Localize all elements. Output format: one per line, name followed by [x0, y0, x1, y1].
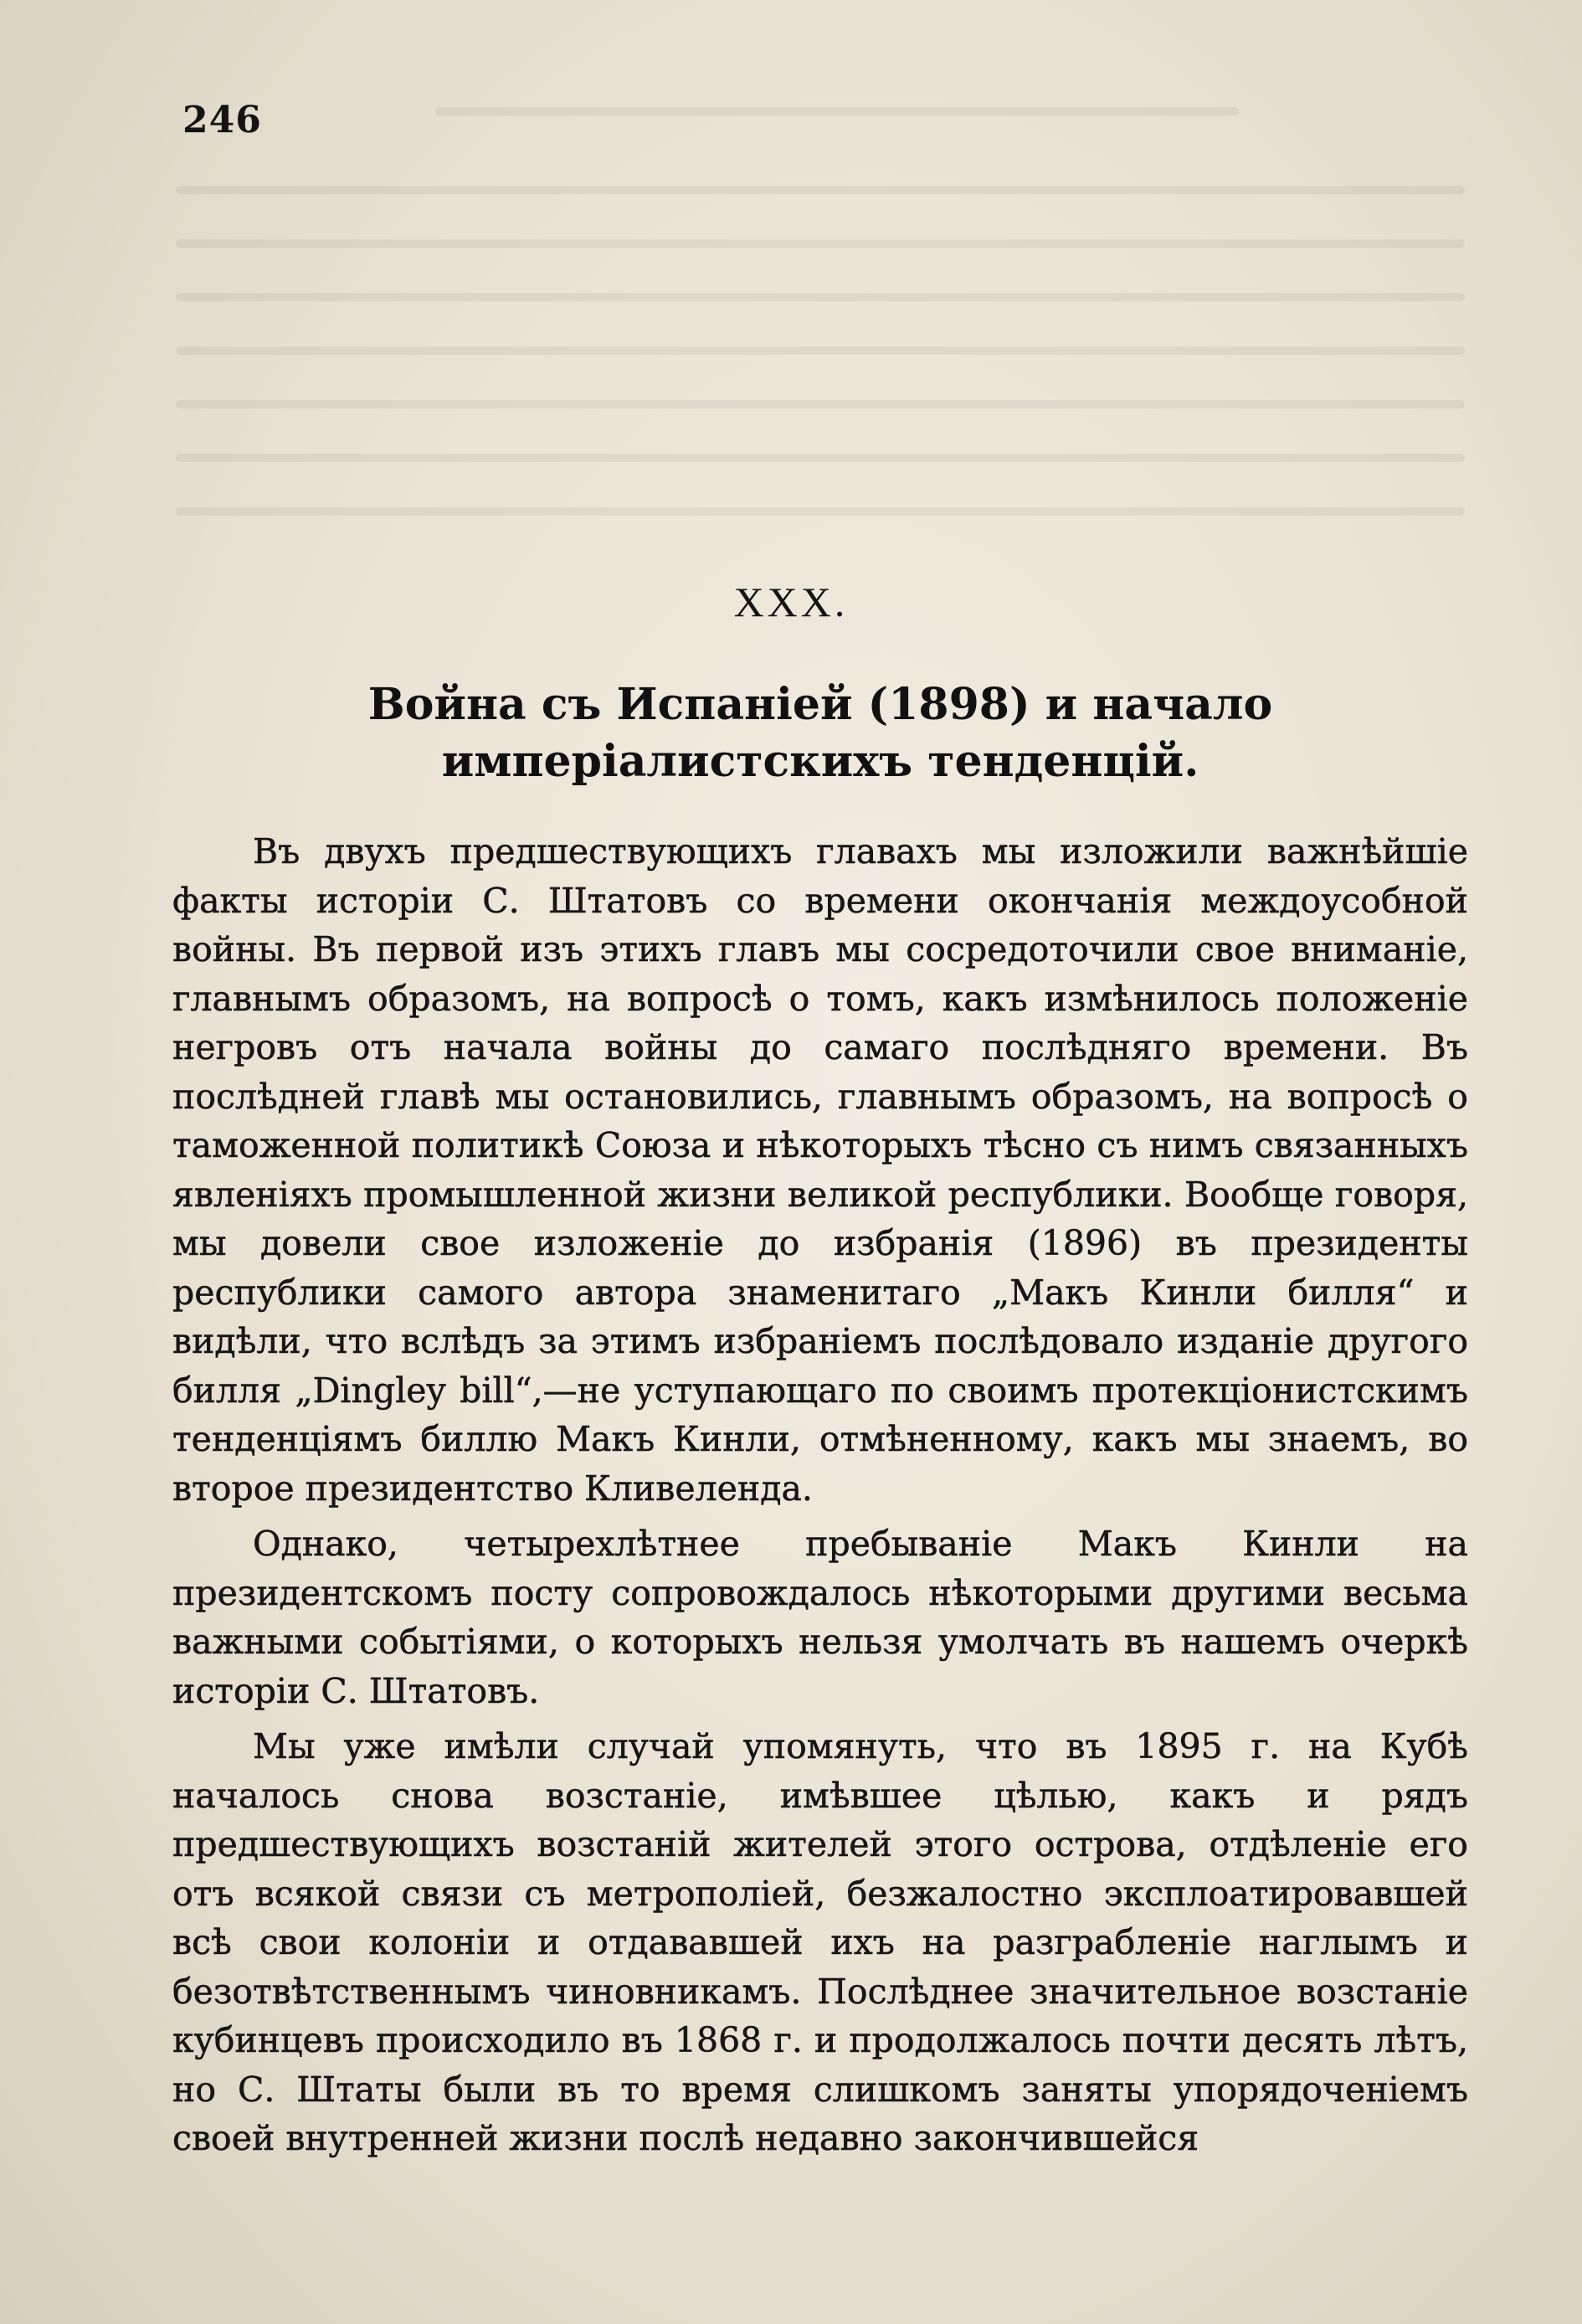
- page-number: 246: [182, 99, 262, 141]
- bleed-through-shadow: [176, 400, 1465, 409]
- chapter-numeral: XXX.: [733, 578, 849, 625]
- bleed-through-shadow: [176, 186, 1465, 194]
- bleed-through-shadow: [176, 454, 1465, 462]
- body-text: [172, 827, 1468, 2170]
- bleed-through-shadow: [176, 293, 1465, 301]
- bleed-through-shadow: [435, 107, 1239, 116]
- bleed-through-shadow: [176, 239, 1465, 248]
- paragraph: Въ двухъ предшествующихъ главахъ мы изложили важнѣйшіе факты исторіи С. Штатовъ со времени окончанія междоусобной войны. Въ первой изъ этихъ главъ мы сосредоточили свое вниманіе, главнымъ образомъ, на вопросѣ о томъ, какъ измѣнилось положеніе негровъ отъ начала войны до самаго послѣдняго времени. Въ послѣдней главѣ мы остановились, главнымъ образомъ, на вопросѣ о таможенной политикѣ Союза и нѣкоторыхъ тѣсно съ нимъ связанныхъ явленіяхъ промышленной жизни великой республики. Вообще говоря, мы довели свое изложеніе до избранія (1896) въ президенты республики самого автора знаменитаго „Макъ Кинли билля“ и видѣли, что вслѣдъ за этимъ избраніемъ послѣдовало изданіе другого билля „Dingley bill“,—не уступающаго по своимъ протекціонистскимъ тенденціямъ биллю Макъ Кинли, отмѣненному, какъ мы знаемъ, во второе президентство Кливеленда.: [172, 831, 1468, 1509]
- bleed-through-shadow: [176, 507, 1465, 516]
- paragraph: Однако, четырехлѣтнее пребываніе Макъ Кинли на президентскомъ посту сопровождалось нѣкоторыми другими весьма важными событіями, о которыхъ нельзя умолчать въ нашемъ очеркѣ исторіи С. Штатовъ.: [172, 1524, 1468, 1711]
- bleed-through-shadow: [176, 347, 1465, 355]
- chapter-title: Война съ Испаніей (1898) и начало имперіалистскихъ тенденцій.: [367, 679, 1273, 787]
- paragraph: Мы уже имѣли случай упомянуть, что въ 1895 г. на Кубѣ началось снова возстаніе, имѣвшее цѣлью, какъ и рядъ предшествующихъ возстаній жителей этого острова, отдѣленіе его отъ всякой связи съ метрополіей, безжалостно эксплоатировавшей всѣ свои колоніи и отдававшей ихъ на разграбленіе наглымъ и безотвѣтственнымъ чиновникамъ. Послѣднее значительное возстаніе кубинцевъ происходило въ 1868 г. и продолжалось почти десять лѣтъ, но С. Штаты были въ то время слишкомъ заняты упорядоченіемъ своей внутренней жизни послѣ недавно закончившейся: [172, 1726, 1468, 2158]
